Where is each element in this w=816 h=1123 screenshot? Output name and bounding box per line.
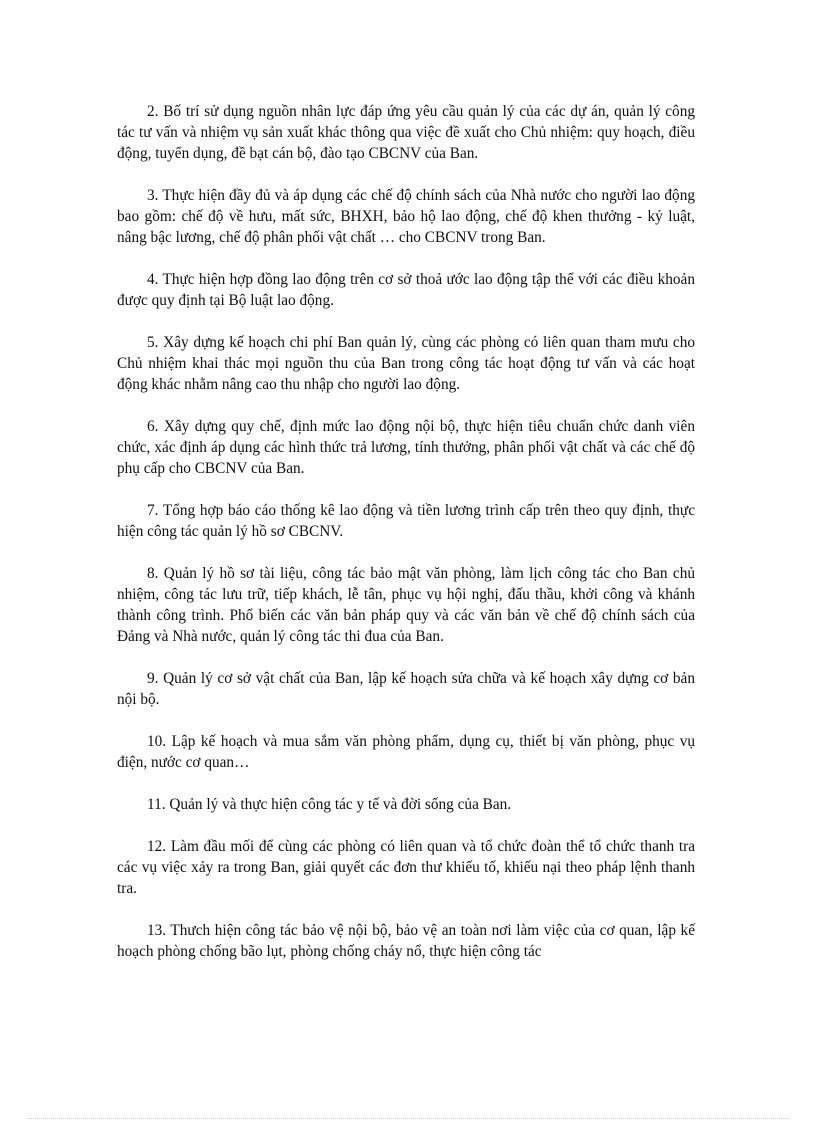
paragraph-item-9: 9. Quản lý cơ sở vật chất của Ban, lập kế hoạch sửa chữa và kế hoạch xây dựng cơ bản nội bộ. — [117, 670, 695, 708]
paragraph-item-10: 10. Lập kế hoạch và mua sắm văn phòng phẩm, dụng cụ, thiết bị văn phòng, phục vụ điện, nước cơ quan… — [117, 733, 695, 771]
paragraph-item-12: 12. Làm đầu mối để cùng các phòng có liên quan và tổ chức đoàn thể tổ chức thanh tra các vụ việc xảy ra trong Ban, giải quyết các đơn thư khiếu tố, khiếu nại theo pháp lệnh thanh tra. — [117, 838, 695, 897]
paragraph-item-3: 3. Thực hiện đầy đủ và áp dụng các chế độ chính sách của Nhà nước cho người lao động bao gồm: chế độ về hưu, mất sức, BHXH, bảo hộ lao động, chế độ khen thưởng - kỷ luật, nâng bậc lương, chế độ phân phối vật chất … cho CBCNV trong Ban. — [117, 187, 695, 246]
paragraph-item-13: 13. Thưch hiện công tác bảo vệ nội bộ, bảo vệ an toàn nơi làm việc của cơ quan, lập kế hoạch phòng chống bão lụt, phòng chống cháy nổ, thực hiện công tác — [117, 922, 695, 960]
paragraph-item-7: 7. Tổng hợp báo cáo thống kê lao động và tiền lương trình cấp trên theo quy định, thực hiện công tác quản lý hồ sơ CBCNV. — [117, 502, 695, 540]
document-body — [117, 101, 695, 983]
paragraph-item-4: 4. Thực hiện hợp đồng lao động trên cơ sở thoả ước lao động tập thể với các điều khoản được quy định tại Bộ luật lao động. — [117, 271, 695, 309]
paragraph-item-8: 8. Quản lý hồ sơ tài liệu, công tác bảo mật văn phòng, làm lịch công tác cho Ban chủ nhiệm, công tác lưu trữ, tiếp khách, lễ tân, phục vụ hội nghị, đấu thầu, khởi công và khánh thành công trình. Phổ biến các văn bản pháp quy và các văn bản về chế độ chính sách của Đảng và Nhà nước, quản lý công tác thi đua của Ban. — [117, 565, 695, 645]
paragraph-item-6: 6. Xây dựng quy chế, định mức lao động nội bộ, thực hiện tiêu chuẩn chức danh viên chức, xác định áp dụng các hình thức trả lương, tính thưởng, phân phối vật chất và các chế độ phụ cấp cho CBCNV của Ban. — [117, 418, 695, 477]
paragraph-item-5: 5. Xây dựng kế hoạch chi phí Ban quản lý, cùng các phòng có liên quan tham mưu cho Chủ nhiệm khai thác mọi nguồn thu của Ban trong công tác hoạt động tư vấn và các hoạt động khác nhằm nâng cao thu nhập cho người lao động. — [117, 334, 695, 393]
paragraph-item-11: 11. Quản lý và thực hiện công tác y tế và đời sống của Ban. — [147, 796, 512, 813]
page-bottom-divider — [28, 1118, 788, 1119]
paragraph-item-2: 2. Bố trí sử dụng nguồn nhân lực đáp ứng yêu cầu quản lý của các dự án, quản lý công tác tư vấn và nhiệm vụ sản xuất khác thông qua việc đề xuất cho Chủ nhiệm: quy hoạch, điều động, tuyển dụng, đề bạt cán bộ, đào tạo CBCNV của Ban. — [117, 103, 695, 162]
